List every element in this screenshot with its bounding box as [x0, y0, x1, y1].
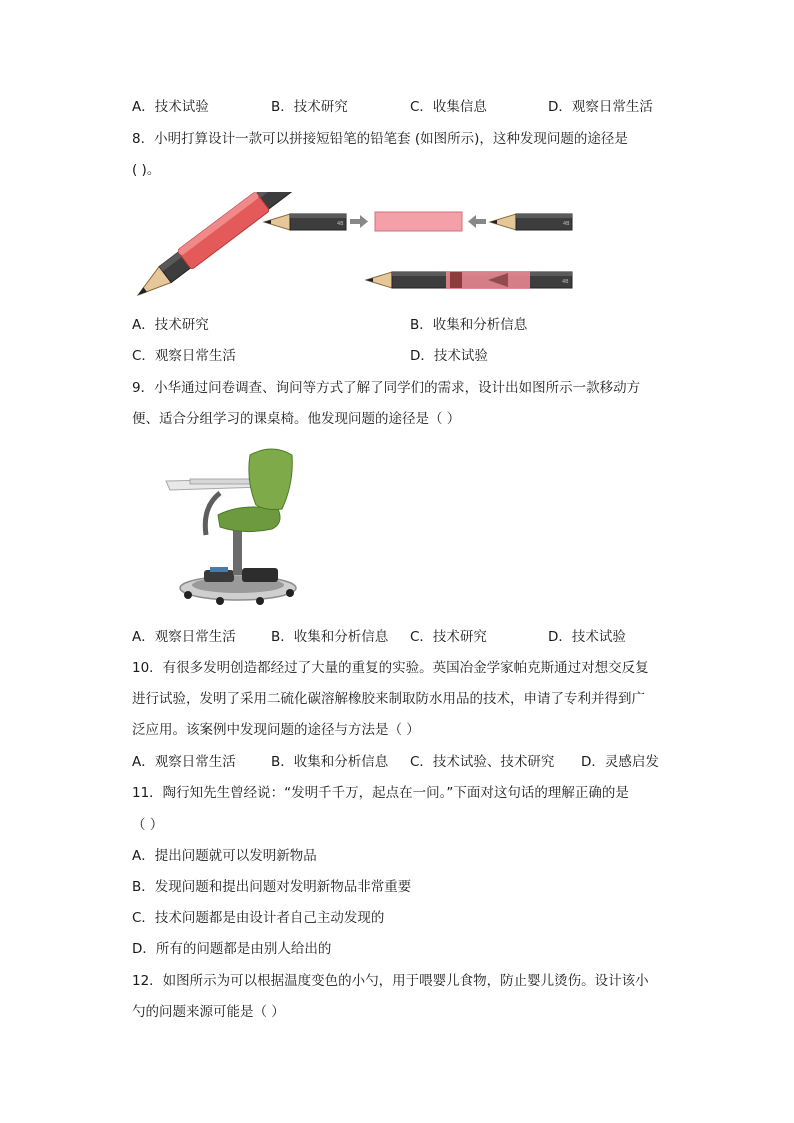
q11-option-a: A．提出问题就可以发明新物品 — [132, 848, 317, 864]
q8-stem-line2: ( )。 — [132, 162, 161, 178]
pencil-label: 4B — [562, 279, 569, 285]
q8-option-c: C．观察日常生活 — [132, 348, 236, 364]
q9-stem-line2: 便、适合分组学习的课桌椅。他发现问题的途径是（ ） — [132, 411, 461, 427]
q10-option-c: C．技术试验、技术研究 — [410, 754, 555, 770]
q9-option-c: C．技术研究 — [410, 629, 487, 645]
left-short-pencil — [264, 214, 346, 230]
q9-option-b: B．收集和分析信息 — [271, 629, 389, 645]
q10-stem-line1: 10．有很多发明创造都经过了大量的重复的实验。英国冶金学家帕克斯通过对想交反复 — [132, 660, 649, 676]
right-short-pencil — [490, 214, 572, 230]
q8-option-a: A．技术研究 — [132, 317, 209, 333]
q11-stem-line2: （ ） — [132, 817, 164, 833]
q9-desk-chair-figure — [160, 445, 305, 619]
q8-option-d: D．技术试验 — [410, 348, 488, 364]
arrow-right-icon — [350, 215, 368, 228]
joined-pencil — [366, 271, 572, 289]
q10-stem-line2: 进行试验，发明了采用二硫化碳溶解橡胶来制取防水用品的技术，申请了专利并得到广 — [132, 691, 645, 707]
q11-option-c: C．技术问题都是由设计者自己主动发现的 — [132, 910, 385, 926]
q11-option-b: B．发现问题和提出问题对发明新物品非常重要 — [132, 879, 412, 895]
q11-option-d: D．所有的问题都是由别人给出的 — [132, 941, 332, 957]
q12-stem-line1: 12．如图所示为可以根据温度变色的小勺，用于喂婴儿食物，防止婴儿烫伤。设计该小 — [132, 973, 649, 989]
q7-option-c: C．收集信息 — [410, 99, 487, 115]
q10-option-d: D．灵感启发 — [581, 754, 659, 770]
q10-option-b: B．收集和分析信息 — [271, 754, 389, 770]
q7-option-b: B．技术研究 — [271, 99, 348, 115]
assembled-pencil-image — [131, 192, 300, 302]
pencil-sleeve-illustration — [130, 192, 580, 302]
q9-option-d: D．技术试验 — [548, 629, 626, 645]
q10-option-a: A．观察日常生活 — [132, 754, 236, 770]
pencil-label: 4B — [337, 221, 344, 227]
pencil-label: 4B — [563, 221, 570, 227]
pencil-sleeve — [375, 212, 462, 231]
mobile-desk-chair-illustration — [160, 445, 305, 615]
q11-stem-line1: 11．陶行知先生曾经说：“发明千千万，起点在一问。”下面对这句话的理解正确的是 — [132, 785, 629, 801]
q10-stem-line3: 泛应用。该案例中发现问题的途径与方法是（ ） — [132, 722, 420, 738]
q8-stem-line1: 8．小明打算设计一款可以拼接短铅笔的铅笔套 (如图所示)，这种发现问题的途径是 — [132, 131, 628, 147]
q9-option-a: A．观察日常生活 — [132, 629, 236, 645]
q8-pencil-figure — [130, 192, 580, 306]
q7-option-d: D．观察日常生活 — [548, 99, 653, 115]
q7-option-a: A．技术试验 — [132, 99, 209, 115]
q12-stem-line2: 勺的问题来源可能是（ ） — [132, 1004, 285, 1020]
arrow-left-icon — [468, 215, 486, 228]
q8-option-b: B．收集和分析信息 — [410, 317, 528, 333]
q9-stem-line1: 9．小华通过问卷调查、询问等方式了解了同学们的需求，设计出如图所示一款移动方 — [132, 380, 641, 396]
